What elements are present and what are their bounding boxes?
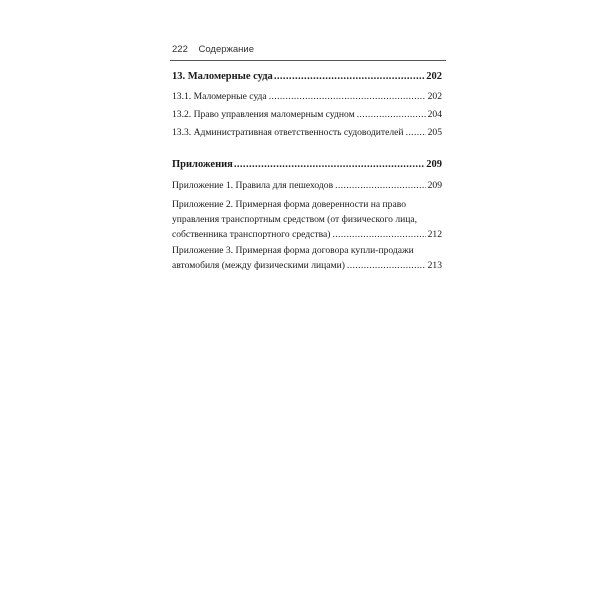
toc-entry-page: 202 <box>426 71 442 82</box>
toc-entry <box>172 228 442 241</box>
header-rule <box>170 60 446 61</box>
toc-entry-title: 13. Маломерные суда <box>172 71 273 82</box>
toc-entry-page: 209 <box>426 159 442 170</box>
toc-entry-line: управления транспортным средством (от физического лица, <box>172 214 418 225</box>
toc-chapter-13 <box>172 70 442 83</box>
toc-entry-title: Приложения <box>172 159 233 170</box>
toc-entry-title: Приложение 1. Правила для пешеходов <box>172 180 334 191</box>
toc-entry <box>172 179 442 192</box>
toc-entry-line: Приложение 2. Примерная форма доверенности на право <box>172 199 406 210</box>
toc-leader-dots <box>406 126 426 139</box>
toc-entry <box>172 90 442 103</box>
toc-leader-dots <box>357 108 426 121</box>
toc-entry-page: 202 <box>427 91 442 102</box>
toc-entry-title: 13.2. Право управления маломерным судном <box>172 109 355 120</box>
toc-section-13-3 <box>172 126 442 139</box>
toc-entry-line: Приложение 3. Примерная форма договора купли-продажи <box>172 245 414 256</box>
toc-entry-title: 13.3. Административная ответственность судоводителей <box>172 127 404 138</box>
toc-leader-dots <box>274 70 425 83</box>
toc-appendix-2 <box>172 198 442 241</box>
toc-entry-page: 209 <box>427 180 442 191</box>
toc-leader-dots <box>335 179 425 192</box>
toc-entry <box>172 158 442 171</box>
toc-appendix-1 <box>172 179 442 192</box>
toc-entry-title: собственника транспортного средства) <box>172 229 331 240</box>
toc-leader-dots <box>347 259 426 272</box>
toc-entry-title: автомобиля (между физическими лицами) <box>172 260 345 271</box>
running-header <box>172 44 254 55</box>
toc-entry-page: 204 <box>427 109 442 120</box>
toc-appendix-3 <box>172 244 442 272</box>
header-title: Содержание <box>198 44 255 55</box>
toc-entry-title: 13.1. Маломерные суда <box>172 91 267 102</box>
toc-leader-dots <box>332 228 425 241</box>
toc-leader-dots <box>269 90 426 103</box>
toc-entry-page: 205 <box>427 127 442 138</box>
toc-section-13-1 <box>172 90 442 103</box>
toc-appendices <box>172 158 442 171</box>
toc-entry <box>172 108 442 121</box>
toc-entry-page: 213 <box>427 260 442 271</box>
toc-section-13-2 <box>172 108 442 121</box>
header-page-number: 222 <box>172 44 188 55</box>
toc-entry <box>172 70 442 83</box>
toc-entry-page: 212 <box>427 229 442 240</box>
toc-leader-dots <box>234 158 425 171</box>
toc-entry <box>172 259 442 272</box>
toc-entry <box>172 126 442 139</box>
